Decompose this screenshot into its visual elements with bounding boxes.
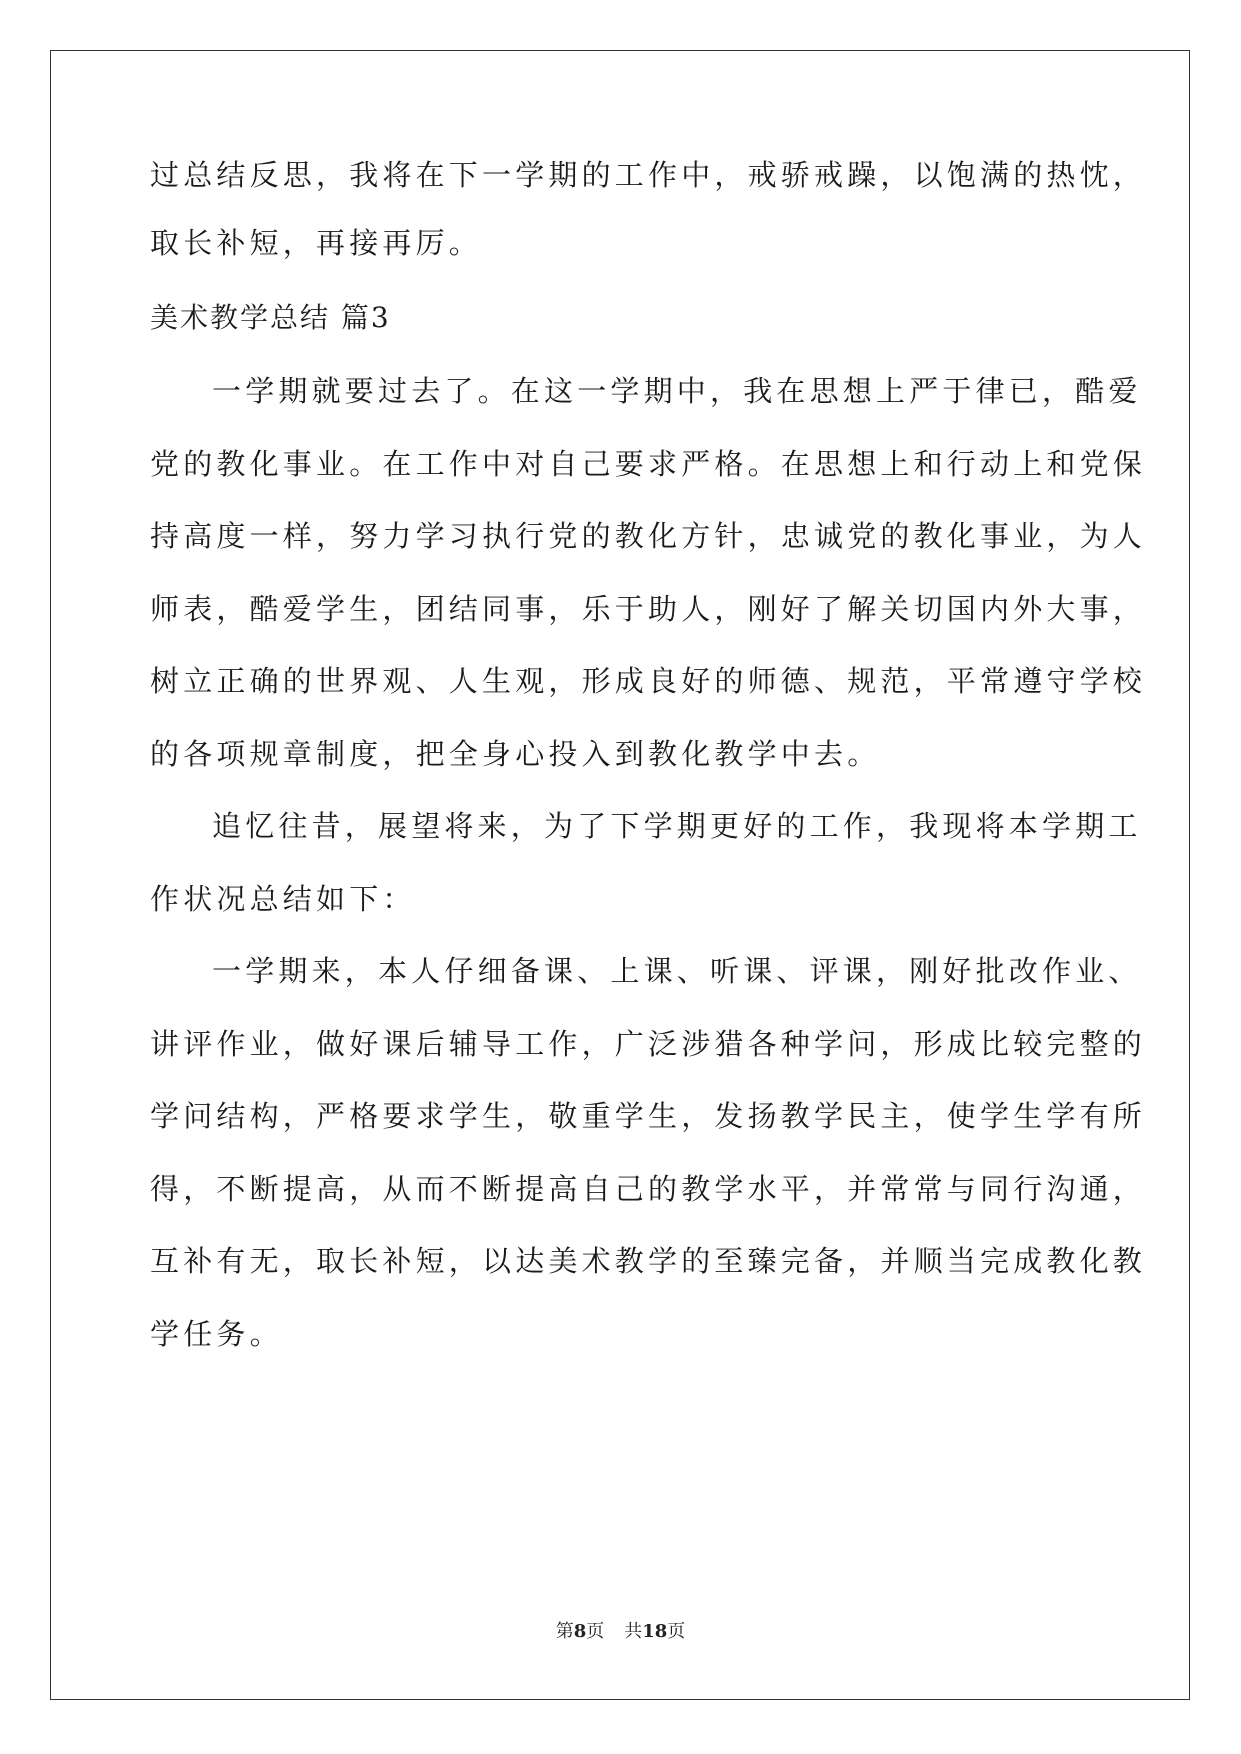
text-line: 持高度一样，努力学习执行党的教化方针，忠诚党的教化事业，为人 — [150, 519, 1147, 553]
text-line: 作状况总结如下： — [150, 882, 416, 916]
text-line: 追忆往昔，展望将来，为了下学期更好的工作，我现将本学期工 — [212, 809, 1142, 843]
total-suffix: 页 — [667, 1621, 686, 1642]
total-pages: 18 — [642, 1621, 668, 1642]
page-prefix: 第 — [555, 1621, 574, 1642]
text-line: 取长补短，再接再厉。 — [150, 226, 483, 260]
total-prefix: 共 — [624, 1621, 643, 1642]
page-suffix: 页 — [586, 1621, 605, 1642]
text-line: 一学期就要过去了。在这一学期中，我在思想上严于律已，酷爱 — [212, 374, 1142, 408]
text-line: 过总结反思，我将在下一学期的工作中，戒骄戒躁，以饱满的热忱， — [150, 158, 1147, 192]
text-line: 讲评作业，做好课后辅导工作，广泛涉猎各种学问，形成比较完整的 — [150, 1027, 1147, 1061]
text-line: 得，不断提高，从而不断提高自己的教学水平，并常常与同行沟通， — [150, 1172, 1147, 1206]
text-line: 一学期来，本人仔细备课、上课、听课、评课，刚好批改作业、 — [212, 954, 1142, 988]
text-line: 党的教化事业。在工作中对自己要求严格。在思想上和行动上和党保 — [150, 447, 1147, 481]
text-line: 学问结构，严格要求学生，敬重学生，发扬教学民主，使学生学有所 — [150, 1099, 1147, 1133]
page-number: 8 — [573, 1621, 587, 1642]
text-line: 师表，酷爱学生，团结同事，乐于助人，刚好了解关切国内外大事， — [150, 592, 1147, 626]
text-line: 树立正确的世界观、人生观，形成良好的师德、规范，平常遵守学校 — [150, 664, 1147, 698]
text-line: 学任务。 — [150, 1317, 283, 1351]
text-line: 的各项规章制度，把全身心投入到教化教学中去。 — [150, 737, 881, 771]
page-footer — [0, 1617, 1241, 1643]
text-line: 互补有无，取长补短，以达美术教学的至臻完备，并顺当完成教化教 — [150, 1244, 1147, 1278]
section-heading: 美术教学总结 篇3 — [150, 301, 391, 334]
